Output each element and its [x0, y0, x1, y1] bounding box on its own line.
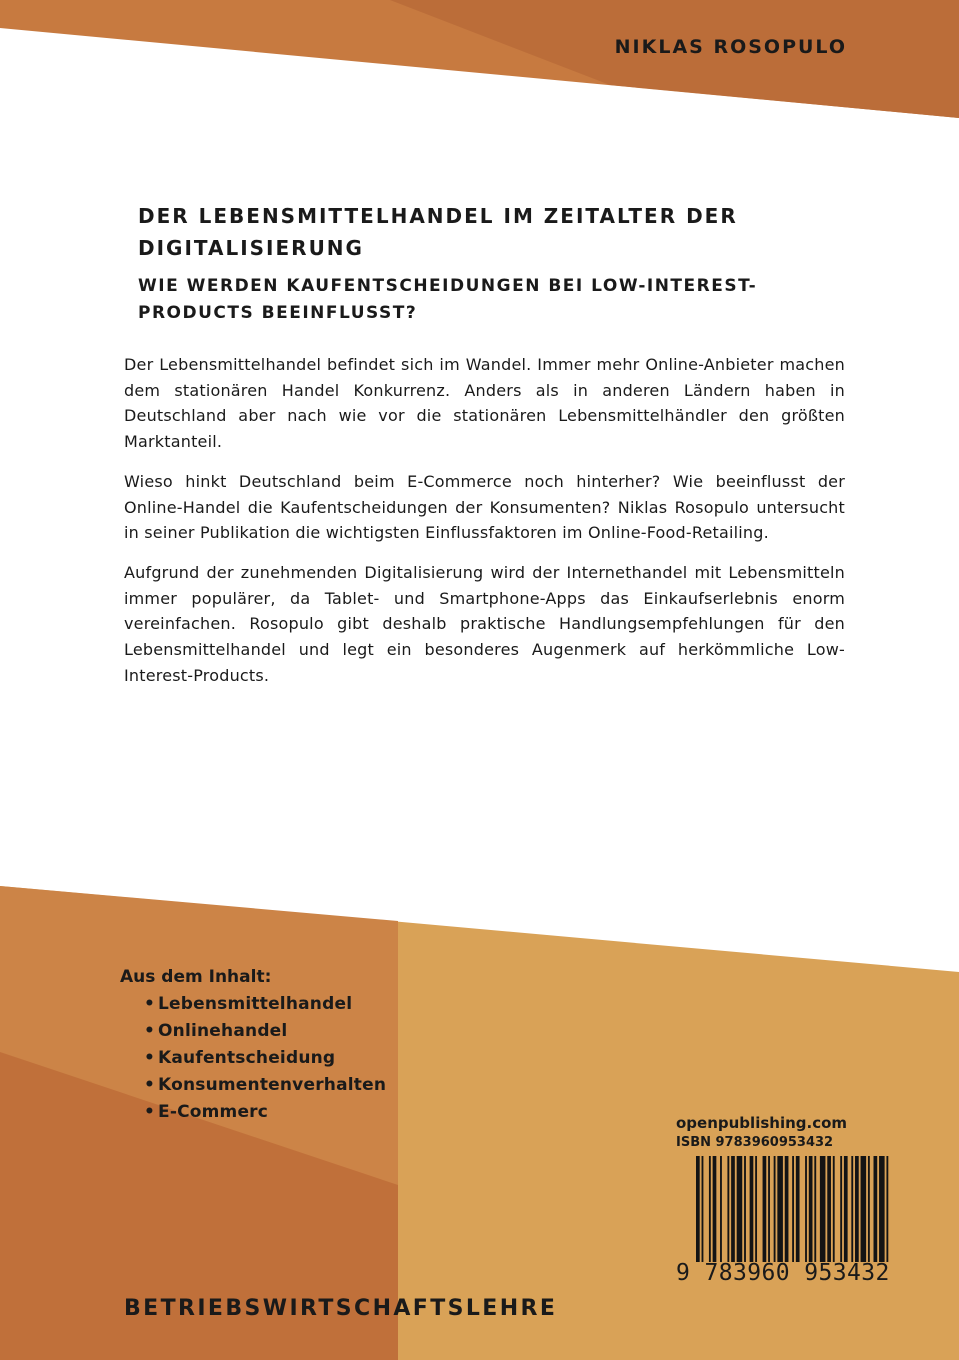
- barcode-bar: [805, 1156, 807, 1262]
- barcode-bar: [696, 1156, 700, 1262]
- contents-item: • Kaufentscheidung: [144, 1045, 386, 1072]
- barcode-bar: [796, 1156, 800, 1262]
- barcode-bar: [886, 1156, 888, 1262]
- barcode-bar: [750, 1156, 754, 1262]
- barcode-bar: [809, 1156, 813, 1262]
- barcode-bar: [731, 1156, 735, 1262]
- barcode-bar: [785, 1156, 789, 1262]
- barcode-bar: [833, 1156, 835, 1262]
- table-of-contents: [120, 964, 386, 1126]
- barcode-icon: [696, 1156, 892, 1262]
- barcode-bar: [737, 1156, 743, 1262]
- barcode-bar: [763, 1156, 767, 1262]
- contents-item: • Onlinehandel: [144, 1018, 386, 1045]
- barcode-bar: [840, 1156, 842, 1262]
- barcode-bar: [720, 1156, 722, 1262]
- book-subtitle: WIE WERDEN KAUFENTSCHEIDUNGEN BEI LOW-INTEREST-PRODUCTS BEEINFLUSST?: [138, 276, 758, 323]
- barcode-bar: [874, 1156, 878, 1262]
- barcode-bar: [861, 1156, 867, 1262]
- barcode-bar: [709, 1156, 711, 1262]
- book-title: DER LEBENSMITTELHANDEL IM ZEITALTER DER DIGITALISIERUNG: [138, 204, 738, 260]
- barcode-bar: [727, 1156, 729, 1262]
- barcode-bar: [868, 1156, 870, 1262]
- barcode-bar: [768, 1156, 770, 1262]
- barcode-box: [676, 1156, 896, 1288]
- barcode-bar: [879, 1156, 885, 1262]
- barcode-bar: [792, 1156, 794, 1262]
- contents-item: • E-Commerc: [144, 1099, 386, 1126]
- barcode-bar: [844, 1156, 848, 1262]
- contents-heading: Aus dem Inhalt:: [120, 967, 272, 987]
- barcode-bar: [702, 1156, 704, 1262]
- barcode-bar: [744, 1156, 746, 1262]
- barcode-bar: [855, 1156, 859, 1262]
- author-name: NIKLAS ROSOPULO: [614, 36, 847, 58]
- barcode-bar: [755, 1156, 757, 1262]
- barcode-bar: [827, 1156, 831, 1262]
- barcode-bar: [777, 1156, 783, 1262]
- barcode-bar: [713, 1156, 717, 1262]
- publisher-block: [676, 1113, 896, 1288]
- blurb-paragraph: Wieso hinkt Deutschland beim E-Commerce noch hinterher? Wie beeinflusst der Online-Handel die Kaufentscheidungen der Konsumenten? Niklas Rosopulo untersucht in seiner Publikation die wichtigsten Einflussfaktoren im Online-Food-Retailing.: [124, 471, 845, 543]
- blurb: [124, 352, 845, 702]
- contents-item: • Lebensmittelhandel: [144, 991, 386, 1018]
- isbn-label: ISBN 9783960953432: [676, 1135, 834, 1150]
- barcode-bar: [820, 1156, 826, 1262]
- barcode-bar: [851, 1156, 853, 1262]
- barcode-bar: [814, 1156, 816, 1262]
- barcode-number: 9 783960 953432: [676, 1260, 890, 1286]
- contents-list: [120, 991, 386, 1126]
- publisher-website: openpublishing.com: [676, 1114, 848, 1132]
- contents-item: • Konsumentenverhalten: [144, 1072, 386, 1099]
- barcode-bar: [774, 1156, 776, 1262]
- blurb-paragraph: Der Lebensmittelhandel befindet sich im Wandel. Immer mehr Online-Anbieter machen dem stationären Handel Konkurrenz. Anders als in anderen Ländern haben in Deutschland aber nach wie vor die stationären Lebensmittelhändler den größten Marktanteil.: [124, 355, 845, 452]
- series-label: BETRIEBSWIRTSCHAFTSLEHRE: [124, 1296, 558, 1321]
- blurb-paragraph: Aufgrund der zunehmenden Digitalisierung wird der Internethandel mit Lebensmitteln immer populärer, da Tablet- und Smartphone-Apps das Einkaufserlebnis enorm vereinfachen. Rosopulo gibt deshalb praktische Handlungsempfehlungen für den Lebensmittelhandel und legt ein besonderes Augenmerk auf herkömmliche Low-Interest-Products.: [124, 562, 845, 685]
